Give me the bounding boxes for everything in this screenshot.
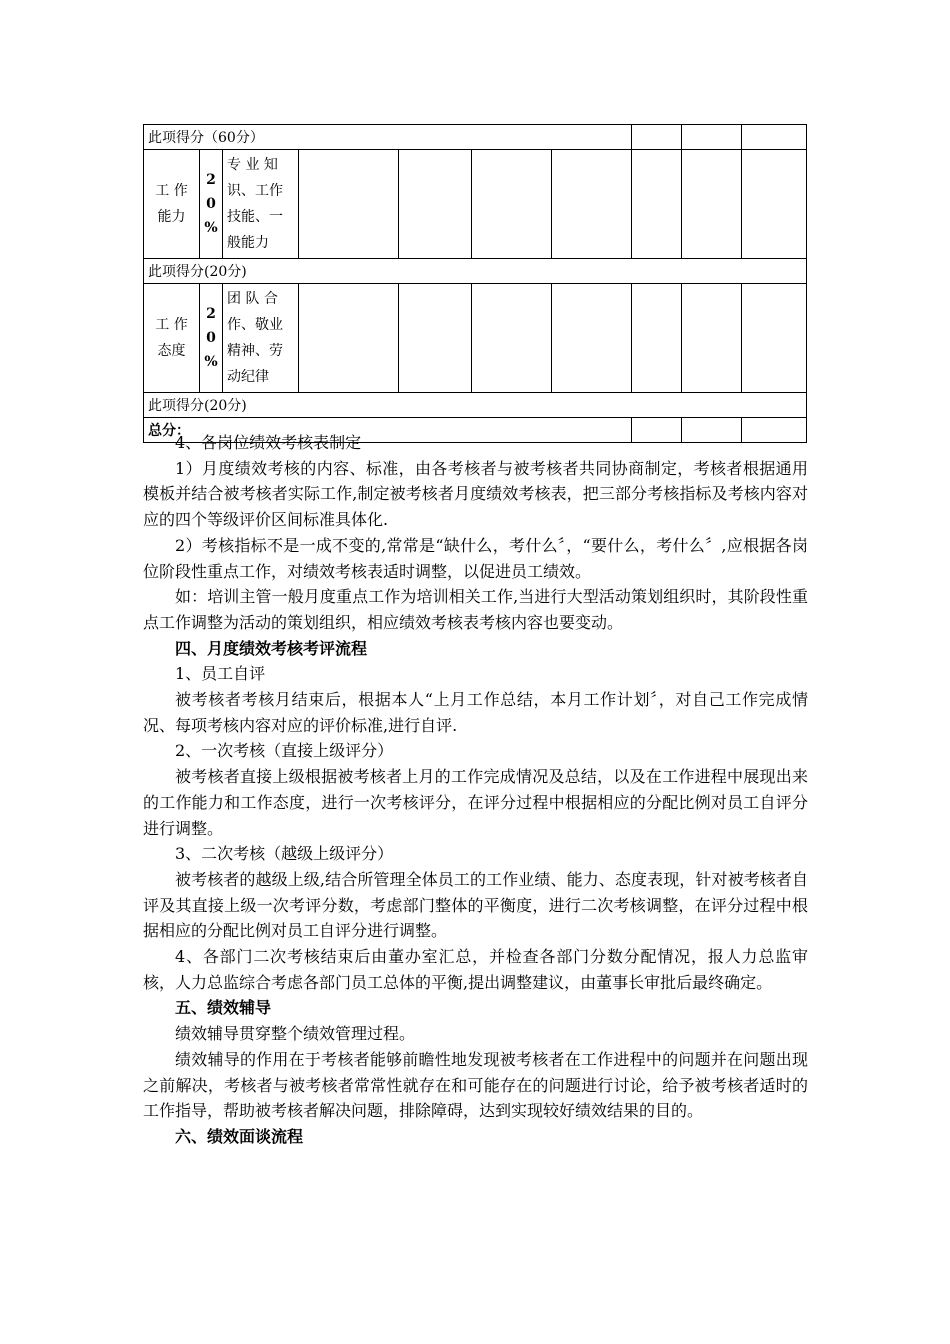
- grade-cell: [472, 150, 552, 259]
- total-label: 总分：: [144, 418, 632, 443]
- section-subheading: 4、各岗位绩效考核表制定: [175, 433, 362, 452]
- score-cell: [682, 284, 742, 393]
- paragraph: 2）考核指标不是一成不变的,常常是“缺什么，考什么〞，“要什么，考什么〞,应根据各岗位阶段性重点工作，对绩效考核表适时调整，以促进员工绩效。: [143, 535, 808, 581]
- grade-cell: [299, 284, 399, 393]
- paragraph: 绩效辅导的作用在于考核者能够前瞻性地发现被考核者在工作进程中的问题并在问题出现之前解决，考核者与被考核者常常性就存在和可能存在的问题进行讨论，给予被考核者适时的工作指导，帮助被考核者解决问题，排除障碍，达到实现较好绩效结果的目的。: [143, 1049, 808, 1121]
- score-row-ability: [144, 259, 807, 284]
- category-percent: 2 0 %: [200, 150, 223, 259]
- score-row-attitude: [144, 393, 807, 418]
- grade-cell: [552, 150, 632, 259]
- score-cell: [682, 125, 742, 150]
- evaluation-table: [143, 124, 807, 443]
- section-subheading: 3、二次考核（越级上级评分）: [175, 844, 394, 864]
- score-cell: [632, 284, 682, 393]
- score-label: 此项得分（60分）: [144, 125, 632, 150]
- score-cell: [682, 150, 742, 259]
- section-heading: 五、绩效辅导: [175, 998, 272, 1018]
- category-content: 团 队 合作、敬业精神、劳动纪律: [223, 284, 299, 393]
- score-cell: [632, 150, 682, 259]
- section-subheading: 2、一次考核（直接上级评分）: [175, 741, 394, 761]
- paragraph: 如：培训主管一般月度重点工作为培训相关工作,当进行大型活动策划组织时，其阶段性重点工作调整为活动的策划组织，相应绩效考核表考核内容也要变动。: [143, 587, 808, 632]
- score-row-work-performance: [144, 125, 807, 150]
- category-name: 工 作 能力: [144, 150, 200, 259]
- section-heading: 六、绩效面谈流程: [175, 1126, 304, 1146]
- section-heading: 四、月度绩效考核考评流程: [175, 638, 368, 658]
- category-row-attitude: [144, 284, 807, 393]
- score-label: 此项得分(20分): [144, 259, 807, 284]
- grade-cell: [552, 284, 632, 393]
- paragraph: 被考核者直接上级根据被考核者上月的工作完成情况及总结，以及在工作进程中展现出来的工作能力和工作态度，进行一次考核评分，在评分过程中根据相应的分配比例对员工自评分进行调整。: [143, 767, 808, 838]
- category-name: 工 作 态度: [144, 284, 200, 393]
- paragraph: 1）月度绩效考核的内容、标准，由各考核者与被考核者共同协商制定，考核者根据通用模板并结合被考核者实际工作,制定被考核者月度绩效考核表，把三部分考核指标及考核内容对应的四个等级评价区间标准具体化.: [143, 458, 808, 530]
- category-percent: 2 0 %: [200, 284, 223, 393]
- score-cell: [742, 284, 807, 393]
- grade-cell: [299, 150, 399, 259]
- score-cell: [632, 125, 682, 150]
- grade-cell: [399, 150, 472, 259]
- paragraph: 被考核者的越级上级,结合所管理全体员工的工作业绩、能力、态度表现，针对被考核者自评及其直接上级一次考评分数，考虑部门整体的平衡度，进行二次考核调整，在评分过程中根据相应的分配比例对员工自评分进行调整。: [143, 869, 808, 941]
- paragraph: 被考核者考核月结束后，根据本人“上月工作总结，本月工作计划〞，对自己工作完成情况、每项考核内容对应的评价标准,进行自评.: [143, 690, 808, 735]
- score-cell: [742, 150, 807, 259]
- score-cell: [742, 125, 807, 150]
- grade-cell: [399, 284, 472, 393]
- category-row-ability: [144, 150, 807, 259]
- paragraph: 4、各部门二次考核结束后由董办室汇总，并检查各部门分数分配情况，报人力总监审核，人力总监综合考虑各部门员工总体的平衡,提出调整建议，由董事长审批后最终确定。: [143, 947, 808, 992]
- section-subheading: 1、员工自评: [175, 664, 266, 684]
- grade-cell: [472, 284, 552, 393]
- body-text: [143, 430, 808, 1150]
- category-content: 专 业 知识、工作技能、一般能力: [223, 150, 299, 259]
- score-label: 此项得分(20分): [144, 393, 807, 418]
- paragraph: 绩效辅导贯穿整个绩效管理过程。: [175, 1024, 416, 1044]
